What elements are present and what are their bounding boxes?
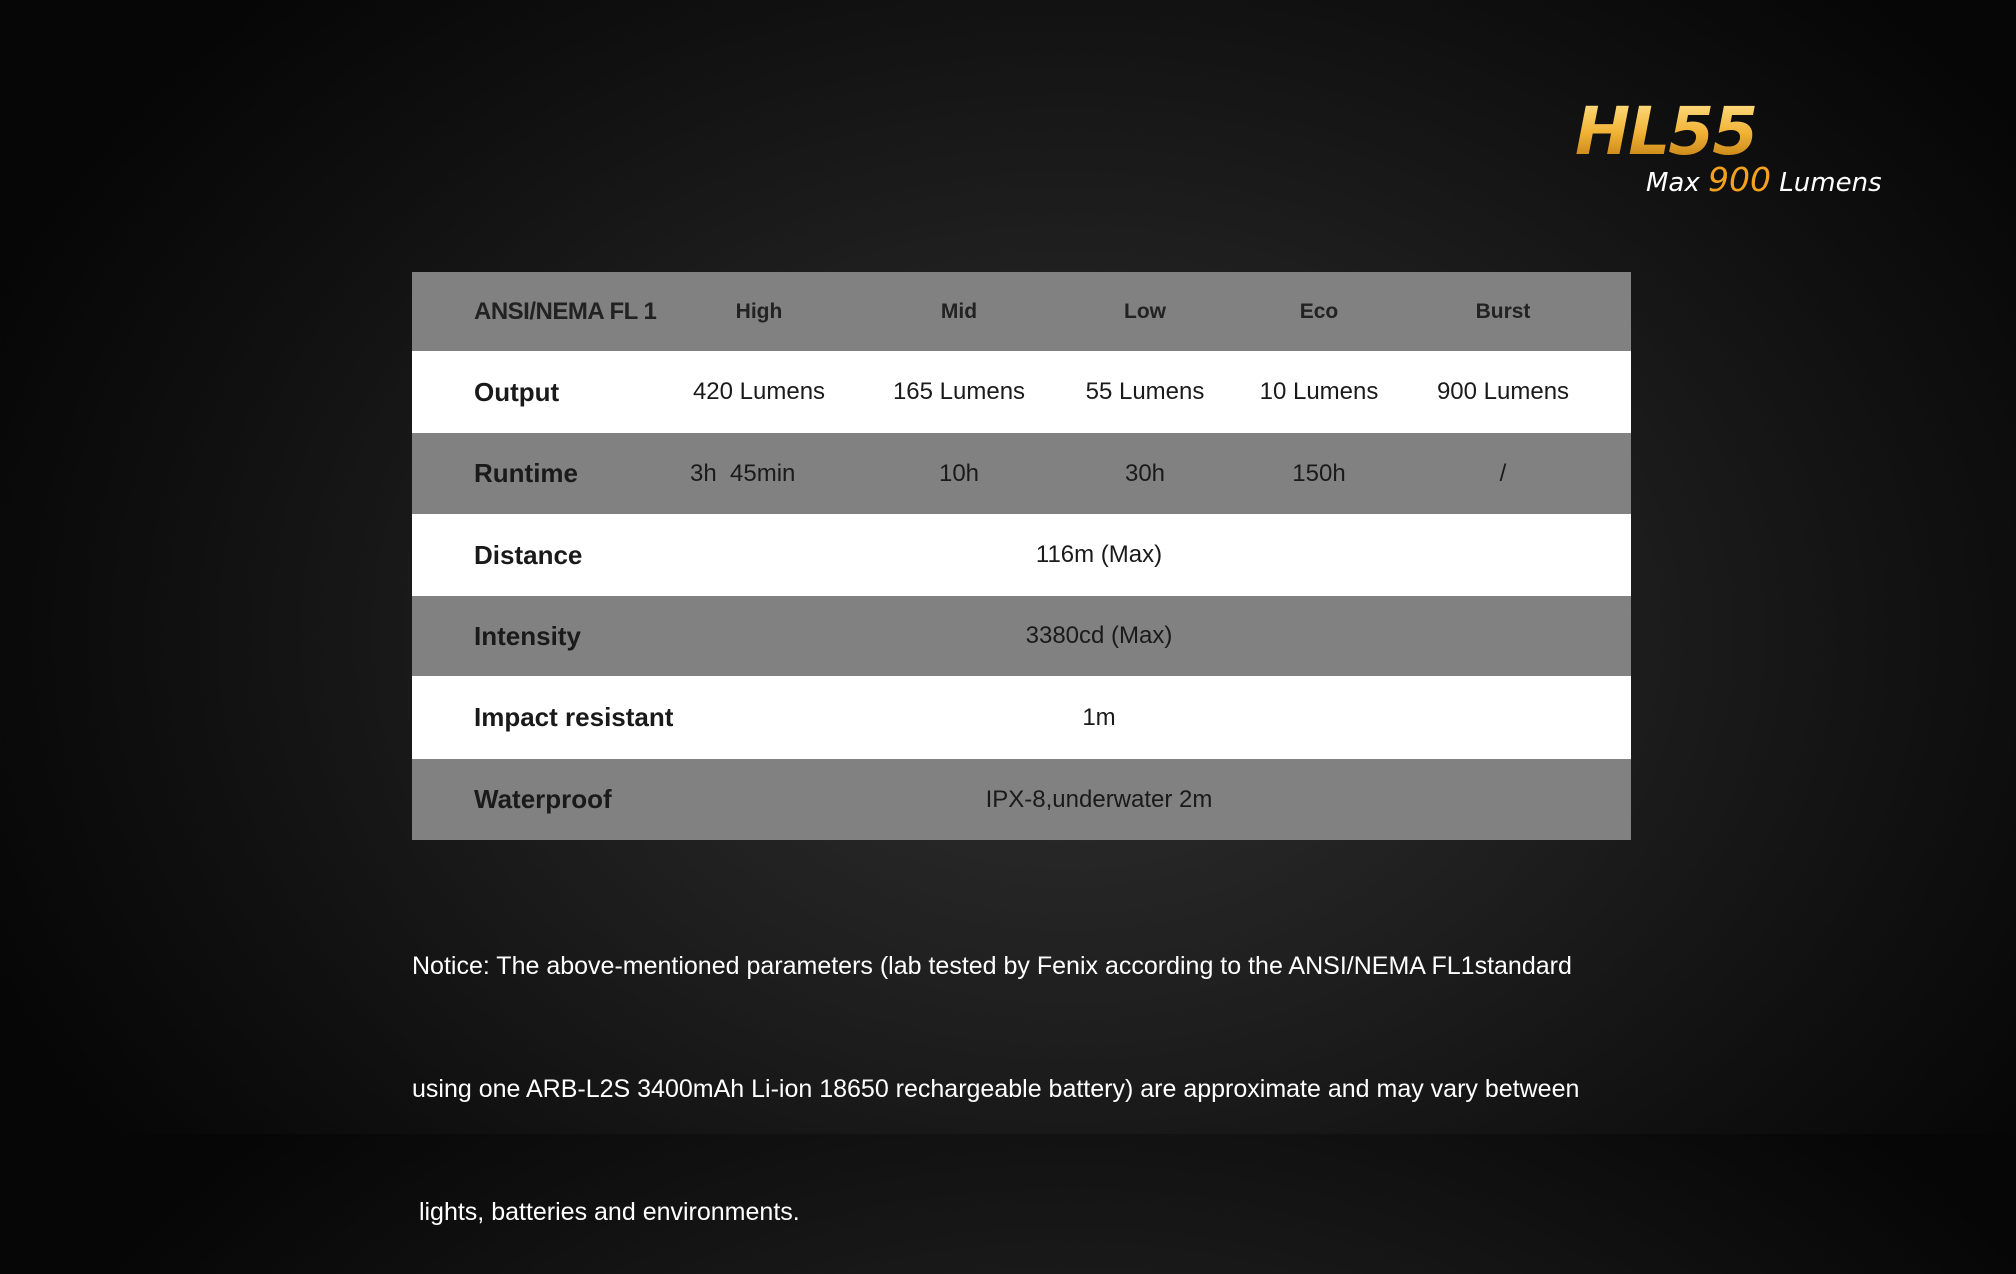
brand-block (1570, 93, 1882, 206)
spec-table (412, 272, 1631, 840)
runtime-mid: 10h (938, 459, 980, 487)
table-row-distance (412, 514, 1631, 596)
intensity-value: 3380cd (Max) (1025, 622, 1173, 649)
output-eco: 10 Lumens (1259, 378, 1379, 405)
tagline-prefix: Max (1646, 168, 1700, 198)
tagline-suffix: Lumens (1779, 168, 1882, 198)
output-burst: 900 Lumens (1436, 378, 1570, 405)
row-label-impact-resistant: Impact resistant (474, 702, 674, 732)
row-label-waterproof: Waterproof (474, 784, 612, 814)
tagline-max-value: 900 (1708, 160, 1772, 199)
header-mode-eco: Eco (1299, 299, 1339, 323)
runtime-eco: 150h (1292, 459, 1346, 487)
table-row-intensity (412, 596, 1631, 676)
table-header-row (412, 272, 1631, 351)
table-row-output (412, 351, 1631, 433)
runtime-low: 30h (1124, 459, 1166, 487)
output-mid: 165 Lumens (892, 378, 1026, 405)
waterproof-value: IPX-8,underwater 2m (985, 785, 1213, 813)
row-label-intensity: Intensity (474, 620, 581, 651)
header-mode-high: High (735, 299, 783, 323)
notice-text (412, 864, 1662, 1274)
output-high: 420 Lumens (692, 378, 826, 405)
output-low: 55 Lumens (1085, 378, 1205, 405)
header-mode-low: Low (1124, 299, 1166, 323)
runtime-high: 3h 45min (690, 459, 796, 487)
header-standard-label: ANSI/NEMA FL 1 (474, 297, 657, 325)
distance-value: 116m (Max) (1035, 541, 1163, 568)
impact-resistant-value: 1m (1082, 703, 1116, 731)
header-mode-burst: Burst (1475, 299, 1531, 323)
header-mode-mid: Mid (940, 299, 978, 323)
notice-line: lights, batteries and environments. (412, 1198, 800, 1226)
row-label-distance: Distance (474, 539, 583, 570)
row-label-runtime: Runtime (474, 458, 578, 488)
table-row-impact-resistant (412, 676, 1631, 759)
row-label-output: Output (474, 376, 560, 407)
max-lumens-tagline (1646, 162, 1882, 201)
table-row-runtime (412, 433, 1631, 514)
notice-line: Notice: The above-mentioned parameters (lab tested by Fenix according to the ANSI/NEMA FL1standard (412, 952, 1572, 980)
notice-line: using one ARB-L2S 3400mAh Li-ion 18650 rechargeable battery) are approximate and may vary between (412, 1075, 1580, 1103)
table-row-waterproof (412, 759, 1631, 840)
runtime-burst: / (1499, 459, 1507, 487)
product-model-title: HL55 (1575, 93, 1757, 170)
